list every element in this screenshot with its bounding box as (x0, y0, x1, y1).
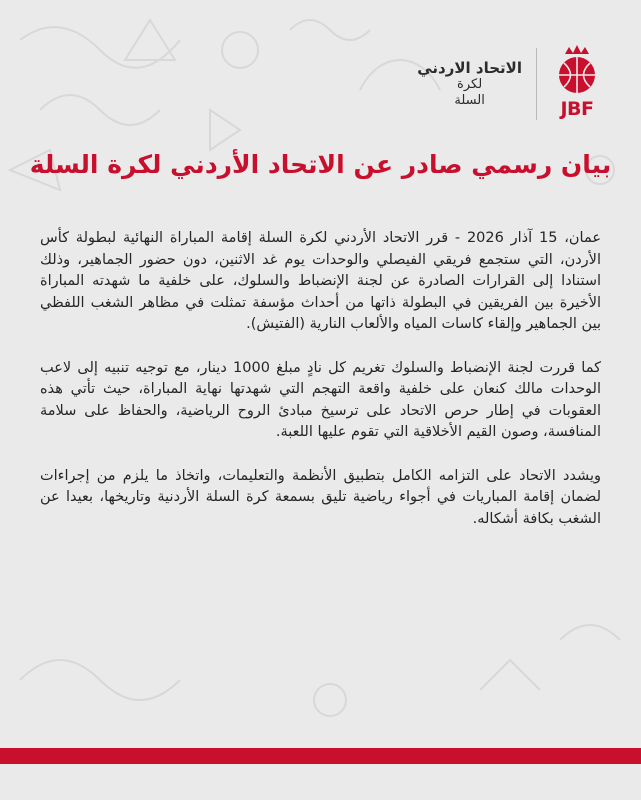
page-title: بيان رسمي صادر عن الاتحاد الأردني لكرة السلة (29, 150, 612, 179)
paragraph: ويشدد الاتحاد على التزامه الكامل بتطبيق الأنظمة والتعليمات، واتخاذ ما يلزم من إجراءات لضمان إقامة المباريات في أجواء رياضية تليق بسمعة كرة السلة الأردنية وتاريخها، بعيدا عن الشغب بكافة أشكاله. (40, 467, 601, 527)
statement-body (40, 228, 601, 552)
org-name (417, 59, 522, 109)
paragraph: عمان، 15 آذار 2026 - قرر الاتحاد الأردني لكرة السلة إقامة المباراة النهائية لبطولة كأس الأردن، التي ستجمع فريقي الفيصلي والوحدات يوم غد الاثنين، دون حضور الجماهير، وذلك استنادا إلى القرارات الصادرة عن لجنة الإنضباط والسلوك، على خلفية ما شهدته المباراة الأخيرة بين الفريقين في البطولة ذاتها من أحداث مؤسفة تمثلت في مظاهر الشغب اللفظي بين الجماهير وإلقاء كاسات المياه والألعاب النارية (الفتيش). (40, 230, 601, 332)
jbf-logo (551, 44, 603, 124)
crown-basketball-icon (555, 44, 599, 96)
paragraph: كما قررت لجنة الإنضباط والسلوك تغريم كل نادٍ مبلغ 1000 دينار، مع توجيه تنبيه إلى لاعب الوحدات مالك كنعان على خلفية واقعة التهجم التي شهدتها نهاية المباراة، حيث تأتي هذه العقوبات في إطار حرص الاتحاد على ترسيخ مبادئ الروح الرياضية، والحفاظ على سلامة المنافسة، وصون القيم الأخلاقية التي تقوم عليها اللعبة. (40, 359, 602, 440)
logo-divider (536, 48, 537, 120)
logo-text: JBF (560, 98, 594, 120)
footer-accent-band (0, 748, 641, 764)
org-name-line2: لكرة (457, 77, 483, 92)
header-logo (417, 44, 603, 124)
org-name-line1: الاتحاد الاردني (417, 59, 522, 77)
org-name-line3: السلة (454, 93, 485, 108)
